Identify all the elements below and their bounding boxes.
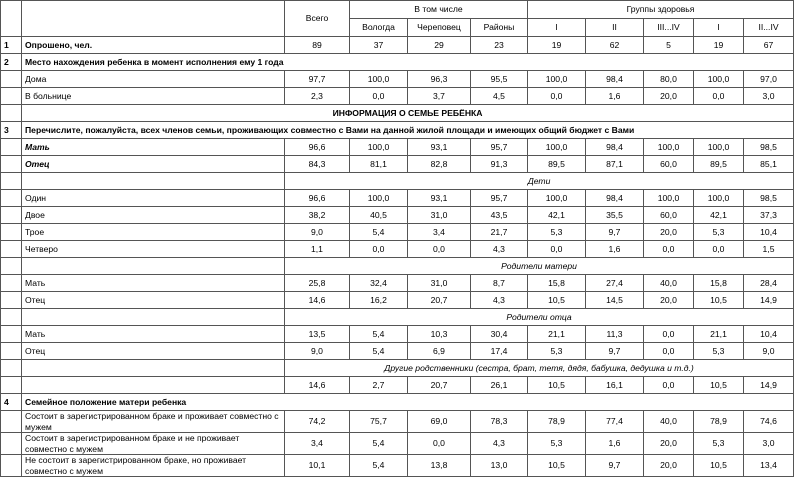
value-cell: 5,3: [694, 343, 744, 360]
row-label: Мать: [22, 275, 285, 292]
value-cell: 10,4: [744, 224, 794, 241]
value-cell: 0,0: [644, 326, 694, 343]
value-cell: 14,6: [285, 292, 350, 309]
value-cell: 100,0: [694, 190, 744, 207]
table-row: [1, 343, 794, 360]
value-cell: 38,2: [285, 207, 350, 224]
subheader-label: Другие родственники (сестра, брат, тетя, дядя, бабушка, дедушка и т.д.): [285, 360, 794, 377]
value-cell: 10,5: [694, 292, 744, 309]
row-number: [1, 105, 22, 122]
value-cell: 25,8: [285, 275, 350, 292]
value-cell: 84,3: [285, 156, 350, 173]
value-cell: 21,1: [694, 326, 744, 343]
value-cell: 1,6: [586, 241, 644, 258]
value-cell: 98,4: [586, 71, 644, 88]
value-cell: 60,0: [644, 156, 694, 173]
table-row: [1, 224, 794, 241]
value-cell: 5,3: [528, 433, 586, 455]
value-cell: 42,1: [694, 207, 744, 224]
value-cell: 43,5: [471, 207, 528, 224]
value-cell: 97,7: [285, 71, 350, 88]
value-cell: 4,5: [471, 88, 528, 105]
row-number: [1, 241, 22, 258]
question-label: Перечислите, пожалуйста, всех членов семьи, проживающих совместно с Вами на данной жилой площади и имеющих общий бюджет с Вами: [22, 122, 794, 139]
row-number: 1: [1, 37, 22, 54]
row-label: Двое: [22, 207, 285, 224]
value-cell: 5,4: [350, 433, 408, 455]
header-num-cell: [1, 1, 22, 37]
value-cell: 93,1: [408, 139, 471, 156]
value-cell: 21,1: [528, 326, 586, 343]
value-cell: 13,5: [285, 326, 350, 343]
row-number: [1, 292, 22, 309]
header-sub: Районы: [471, 19, 528, 37]
value-cell: 14,9: [744, 377, 794, 394]
value-cell: 26,1: [471, 377, 528, 394]
value-cell: 87,1: [586, 156, 644, 173]
value-cell: 60,0: [644, 207, 694, 224]
value-cell: 4,3: [471, 433, 528, 455]
value-cell: 3,0: [744, 433, 794, 455]
row-number: [1, 207, 22, 224]
value-cell: 78,3: [471, 411, 528, 433]
table-row: [1, 173, 794, 190]
table-row: [1, 122, 794, 139]
subheader-spacer: [22, 309, 285, 326]
table-row: [1, 275, 794, 292]
value-cell: 10,5: [528, 455, 586, 477]
value-cell: 0,0: [350, 88, 408, 105]
row-label: Мать: [22, 326, 285, 343]
value-cell: 3,4: [285, 433, 350, 455]
row-number: [1, 71, 22, 88]
value-cell: 100,0: [644, 190, 694, 207]
subheader-spacer: [22, 360, 285, 377]
value-cell: 13,4: [744, 455, 794, 477]
row-number: [1, 139, 22, 156]
value-cell: 5,3: [528, 224, 586, 241]
value-cell: 4,3: [471, 241, 528, 258]
row-label: Отец: [22, 156, 285, 173]
value-cell: 31,0: [408, 207, 471, 224]
value-cell: 13,8: [408, 455, 471, 477]
row-label: В больнице: [22, 88, 285, 105]
value-cell: 10,5: [694, 377, 744, 394]
value-cell: 20,0: [644, 224, 694, 241]
value-cell: 11,3: [586, 326, 644, 343]
value-cell: 10,1: [285, 455, 350, 477]
table-row: [1, 360, 794, 377]
value-cell: 9,0: [285, 224, 350, 241]
header-sub: II: [586, 19, 644, 37]
table-row: [1, 207, 794, 224]
value-cell: 10,4: [744, 326, 794, 343]
value-cell: 74,6: [744, 411, 794, 433]
value-cell: 9,7: [586, 455, 644, 477]
value-cell: 20,7: [408, 292, 471, 309]
row-label: Один: [22, 190, 285, 207]
subheader-label: Родители матери: [285, 258, 794, 275]
table-row: [1, 156, 794, 173]
value-cell: 0,0: [644, 377, 694, 394]
value-cell: 100,0: [350, 71, 408, 88]
value-cell: 16,2: [350, 292, 408, 309]
value-cell: 98,5: [744, 139, 794, 156]
value-cell: 37,3: [744, 207, 794, 224]
value-cell: 1,5: [744, 241, 794, 258]
value-cell: 19: [528, 37, 586, 54]
value-cell: 20,0: [644, 455, 694, 477]
row-number: 4: [1, 394, 22, 411]
header-sub: II...IV: [744, 19, 794, 37]
value-cell: 9,0: [744, 343, 794, 360]
value-cell: 91,3: [471, 156, 528, 173]
value-cell: 23: [471, 37, 528, 54]
value-cell: 5,4: [350, 343, 408, 360]
value-cell: 100,0: [528, 71, 586, 88]
value-cell: 100,0: [694, 139, 744, 156]
value-cell: 67: [744, 37, 794, 54]
value-cell: 40,0: [644, 411, 694, 433]
row-number: 2: [1, 54, 22, 71]
header-sub: I: [528, 19, 586, 37]
value-cell: 78,9: [694, 411, 744, 433]
subheader-spacer: [22, 258, 285, 275]
value-cell: 100,0: [350, 190, 408, 207]
table-row: [1, 71, 794, 88]
value-cell: 89,5: [528, 156, 586, 173]
value-cell: 14,6: [285, 377, 350, 394]
value-cell: 0,0: [350, 241, 408, 258]
value-cell: 96,3: [408, 71, 471, 88]
table-body: [1, 37, 794, 477]
value-cell: 14,9: [744, 292, 794, 309]
value-cell: 2,3: [285, 88, 350, 105]
value-cell: 5,3: [694, 224, 744, 241]
value-cell: 3,0: [744, 88, 794, 105]
value-cell: 98,4: [586, 190, 644, 207]
row-number: [1, 173, 22, 190]
row-label: Состоит в зарегистрированном браке и не проживает совместно с мужем: [22, 433, 285, 455]
value-cell: 3,4: [408, 224, 471, 241]
value-cell: 69,0: [408, 411, 471, 433]
value-cell: 0,0: [644, 343, 694, 360]
value-cell: 6,9: [408, 343, 471, 360]
row-number: [1, 326, 22, 343]
row-number: [1, 455, 22, 477]
section-title: ИНФОРМАЦИЯ О СЕМЬЕ РЕБЁНКА: [22, 105, 794, 122]
value-cell: 100,0: [350, 139, 408, 156]
table-row: [1, 105, 794, 122]
row-label: Отец: [22, 292, 285, 309]
value-cell: 98,4: [586, 139, 644, 156]
value-cell: 14,5: [586, 292, 644, 309]
row-number: [1, 258, 22, 275]
value-cell: 13,0: [471, 455, 528, 477]
value-cell: 37: [350, 37, 408, 54]
value-cell: 4,3: [471, 292, 528, 309]
value-cell: 15,8: [528, 275, 586, 292]
table-row: [1, 309, 794, 326]
value-cell: 95,7: [471, 190, 528, 207]
value-cell: 0,0: [408, 241, 471, 258]
question-label: Место нахождения ребенка в момент исполнения ему 1 года: [22, 54, 794, 71]
table-row: [1, 292, 794, 309]
row-number: [1, 224, 22, 241]
value-cell: 40,5: [350, 207, 408, 224]
value-cell: 89,5: [694, 156, 744, 173]
table-row: [1, 241, 794, 258]
value-cell: 1,6: [586, 433, 644, 455]
value-cell: 77,4: [586, 411, 644, 433]
value-cell: 96,6: [285, 139, 350, 156]
value-cell: 2,7: [350, 377, 408, 394]
header-sub: I: [694, 19, 744, 37]
value-cell: 42,1: [528, 207, 586, 224]
value-cell: 80,0: [644, 71, 694, 88]
value-cell: 100,0: [528, 190, 586, 207]
value-cell: 82,8: [408, 156, 471, 173]
value-cell: 32,4: [350, 275, 408, 292]
value-cell: 100,0: [528, 139, 586, 156]
table-row: [1, 54, 794, 71]
value-cell: 9,7: [586, 343, 644, 360]
subheader-spacer: [22, 173, 285, 190]
value-cell: 89: [285, 37, 350, 54]
header-including: В том числе: [350, 1, 528, 19]
value-cell: 28,4: [744, 275, 794, 292]
value-cell: 15,8: [694, 275, 744, 292]
row-number: [1, 156, 22, 173]
value-cell: 30,4: [471, 326, 528, 343]
value-cell: 5,4: [350, 326, 408, 343]
value-cell: 97,0: [744, 71, 794, 88]
value-cell: 31,0: [408, 275, 471, 292]
value-cell: 1,6: [586, 88, 644, 105]
value-cell: 5: [644, 37, 694, 54]
value-cell: 5,3: [528, 343, 586, 360]
row-label: Состоит в зарегистрированном браке и проживает совместно с мужем: [22, 411, 285, 433]
row-number: [1, 88, 22, 105]
row-label: [22, 377, 285, 394]
value-cell: 85,1: [744, 156, 794, 173]
row-number: 3: [1, 122, 22, 139]
value-cell: 5,4: [350, 455, 408, 477]
value-cell: 20,0: [644, 292, 694, 309]
table-row: [1, 455, 794, 477]
header-health-groups: Группы здоровья: [528, 1, 794, 19]
row-number: [1, 343, 22, 360]
value-cell: 21,7: [471, 224, 528, 241]
value-cell: 74,2: [285, 411, 350, 433]
value-cell: 95,7: [471, 139, 528, 156]
subheader-label: Родители отца: [285, 309, 794, 326]
value-cell: 0,0: [528, 88, 586, 105]
value-cell: 8,7: [471, 275, 528, 292]
value-cell: 0,0: [694, 88, 744, 105]
value-cell: 10,5: [694, 455, 744, 477]
value-cell: 19: [694, 37, 744, 54]
row-number: [1, 190, 22, 207]
value-cell: 10,5: [528, 292, 586, 309]
value-cell: 95,5: [471, 71, 528, 88]
row-label: Опрошено, чел.: [22, 37, 285, 54]
question-label: Семейное положение матери ребенка: [22, 394, 794, 411]
value-cell: 29: [408, 37, 471, 54]
row-label: Отец: [22, 343, 285, 360]
value-cell: 10,5: [528, 377, 586, 394]
value-cell: 1,1: [285, 241, 350, 258]
value-cell: 3,7: [408, 88, 471, 105]
table-row: [1, 377, 794, 394]
table-row: [1, 139, 794, 156]
value-cell: 16,1: [586, 377, 644, 394]
header-sub: Вологда: [350, 19, 408, 37]
table-row: [1, 37, 794, 54]
row-label: Трое: [22, 224, 285, 241]
table-row: [1, 433, 794, 455]
row-number: [1, 377, 22, 394]
table-row: [1, 258, 794, 275]
value-cell: 96,6: [285, 190, 350, 207]
value-cell: 75,7: [350, 411, 408, 433]
value-cell: 20,0: [644, 88, 694, 105]
value-cell: 20,7: [408, 377, 471, 394]
value-cell: 27,4: [586, 275, 644, 292]
row-number: [1, 433, 22, 455]
value-cell: 0,0: [694, 241, 744, 258]
value-cell: 35,5: [586, 207, 644, 224]
row-label: Четверо: [22, 241, 285, 258]
value-cell: 0,0: [408, 433, 471, 455]
value-cell: 100,0: [644, 139, 694, 156]
header-sub: Череповец: [408, 19, 471, 37]
value-cell: 17,4: [471, 343, 528, 360]
value-cell: 5,4: [350, 224, 408, 241]
table-row: [1, 88, 794, 105]
table-row: [1, 190, 794, 207]
header-sub: III...IV: [644, 19, 694, 37]
row-number: [1, 309, 22, 326]
row-number: [1, 275, 22, 292]
row-label: Мать: [22, 139, 285, 156]
value-cell: 62: [586, 37, 644, 54]
row-number: [1, 411, 22, 433]
value-cell: 0,0: [644, 241, 694, 258]
header-label-cell: [22, 1, 285, 37]
header-total: Всего: [285, 1, 350, 37]
value-cell: 78,9: [528, 411, 586, 433]
row-label: Дома: [22, 71, 285, 88]
value-cell: 0,0: [528, 241, 586, 258]
value-cell: 5,3: [694, 433, 744, 455]
row-number: [1, 360, 22, 377]
value-cell: 40,0: [644, 275, 694, 292]
table-row: [1, 411, 794, 433]
table-row: [1, 394, 794, 411]
subheader-label: Дети: [285, 173, 794, 190]
value-cell: 10,3: [408, 326, 471, 343]
value-cell: 93,1: [408, 190, 471, 207]
value-cell: 9,7: [586, 224, 644, 241]
value-cell: 100,0: [694, 71, 744, 88]
value-cell: 9,0: [285, 343, 350, 360]
value-cell: 20,0: [644, 433, 694, 455]
row-label: Не состоит в зарегистрированном браке, но проживает совместно с мужем: [22, 455, 285, 477]
value-cell: 81,1: [350, 156, 408, 173]
value-cell: 98,5: [744, 190, 794, 207]
table-row: [1, 326, 794, 343]
